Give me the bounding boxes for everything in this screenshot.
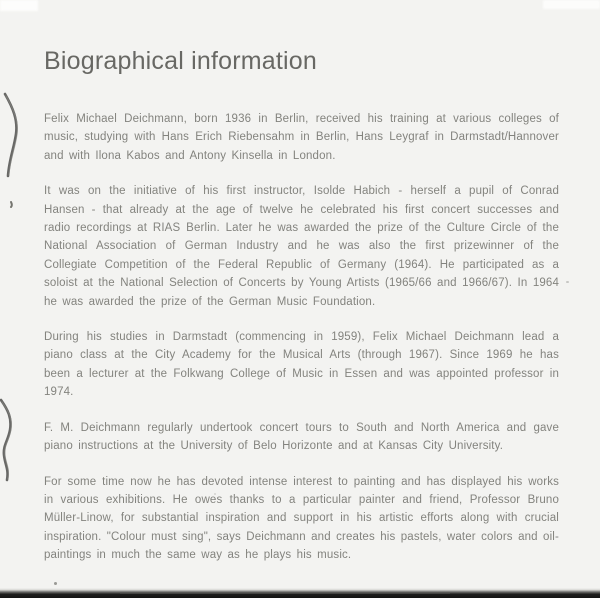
scan-highlight-top-right: [543, 0, 600, 9]
scan-speck: [54, 582, 57, 585]
scan-speck: [214, 493, 216, 495]
bio-paragraph-4: F. M. Deichmann regularly undertook concert tours to South and North America and gave piano instructions at the University of Belo Horizonte and at Kansas City University.: [44, 421, 559, 453]
bio-paragraph-3: During his studies in Darmstadt (commencing in 1959), Felix Michael Deichmann lead a piano class at the City Academy for the Musical Arts (through 1967). Since 1969 he has been a lecturer at the Folkwang College of Music in Essen and was appointed professor in 1974.: [44, 331, 559, 399]
page-content: [44, 47, 559, 565]
bio-paragraph-1: Felix Michael Deichmann, born 1936 in Berlin, received his training at various colleges of music, studying with Hans Erich Riebensahm in Berlin, Hans Leygraf in Darmstadt/Hannover and with Ilona Kabos and Antony Kinsella in London.: [44, 113, 559, 162]
scan-edge-streak: [120, 593, 450, 594]
binding-staple-mark-top-icon: [0, 90, 26, 220]
binding-staple-mark-bottom-icon: [0, 392, 26, 492]
scan-speck: [566, 281, 569, 283]
bio-paragraph-5: For some time now he has devoted intense interest to painting and has displayed his works in various exhibitions. He owes thanks to a particular painter and friend, Professor Bruno Müller-Linow, for substantial inspiration and support in his artistic efforts along with crucial inspiration. "Colour must sing", says Deichmann and creates his pastels, water colors and oil-paintings in much the same way as he plays his music.: [44, 475, 559, 562]
page-title: Biographical information: [44, 47, 318, 75]
bio-paragraph-2: It was on the initiative of his first instructor, Isolde Habich - herself a pupil of Conrad Hansen - that already at the age of twelve he celebrated his first concert successes and radio recordings at RIAS Berlin. Later he was awarded the prize of the Culture Circle of the National Association of German Industry and he was also the first prizewinner of the Collegiate Competition of the Federal Republic of Germany (1964). He participated as a soloist at the National Selection of Concerts by Young Artists (1965/66 and 1966/67). In 1964 he was awarded the prize of the German Music Foundation.: [44, 185, 559, 308]
scan-edge-bottom: [0, 588, 600, 598]
scan-highlight-top-left: [0, 0, 38, 11]
